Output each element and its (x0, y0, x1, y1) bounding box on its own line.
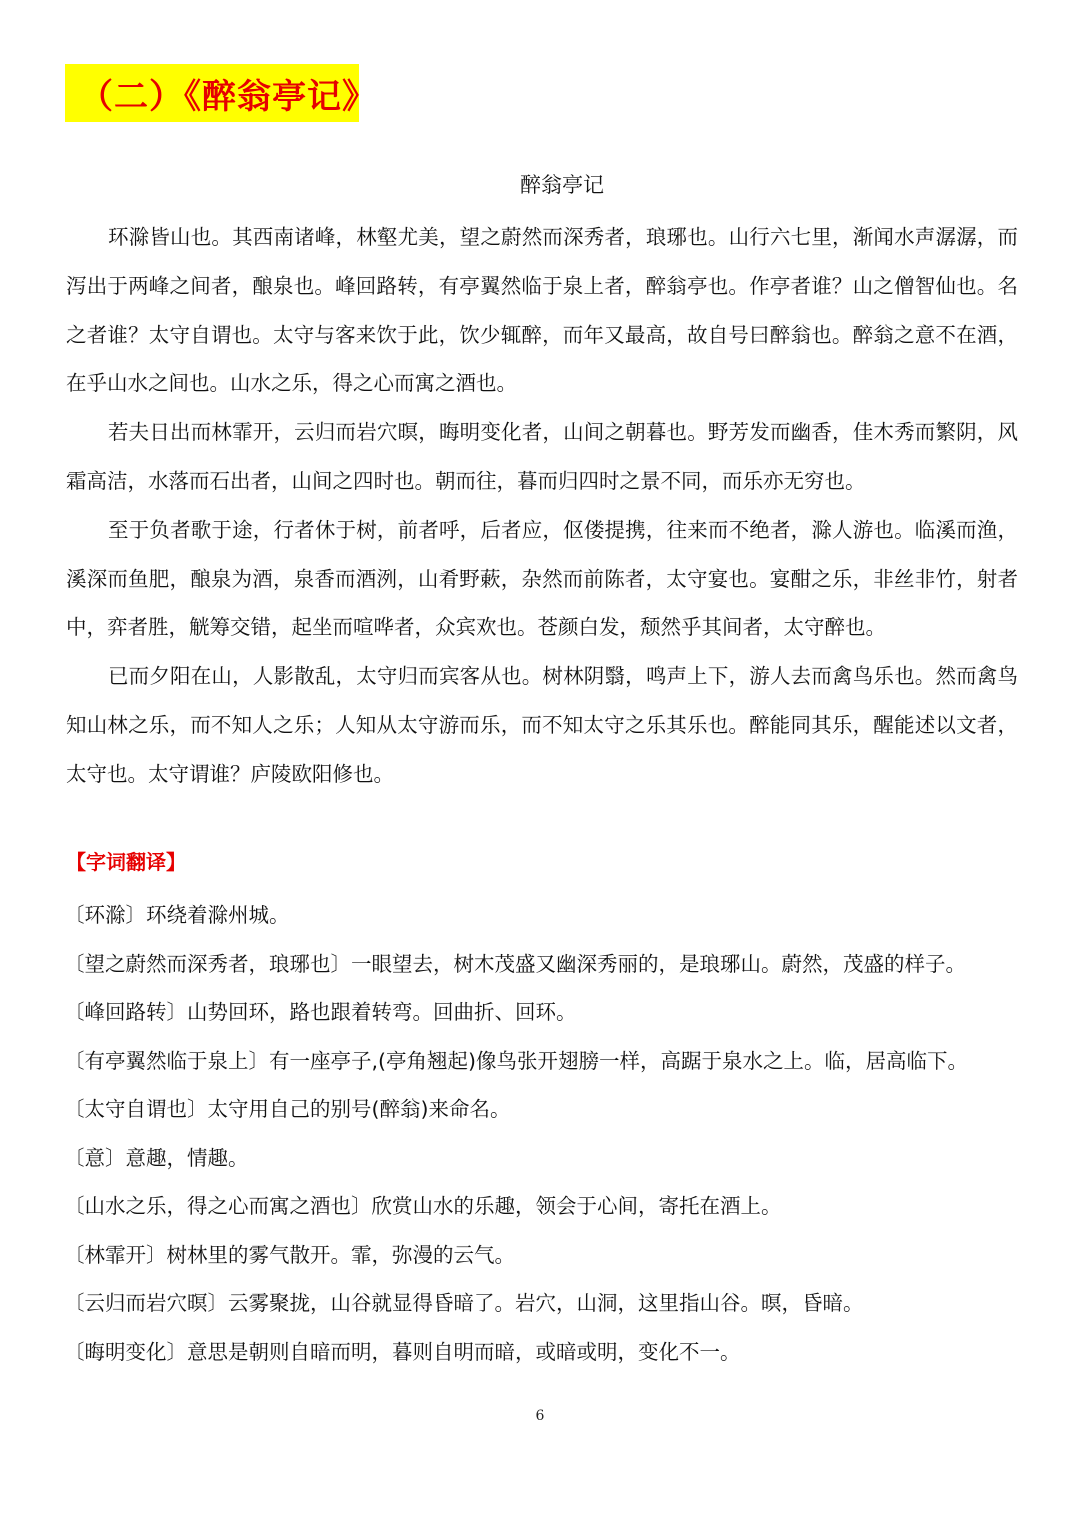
glossary-item: 〔林霏开〕树林里的雾气散开。霏，弥漫的云气。 (64, 1242, 515, 1267)
glossary-item: 〔晦明变化〕意思是朝则自暗而明，暮则自明而暗，或暗或明，变化不一。 (64, 1339, 741, 1364)
glossary-item: 〔意〕意趣，情趣。 (64, 1145, 249, 1170)
glossary-item: 〔有亭翼然临于泉上〕有一座亭子,(亭角翘起)像鸟张开翅膀一样，高踞于泉水之上。临，居高临下。 (64, 1048, 969, 1073)
glossary-item: 〔太守自谓也〕太守用自己的别号(醉翁)来命名。 (64, 1097, 511, 1121)
article-paragraph: 至于负者歌于途，行者休于树，前者呼，后者应，伛偻提携，往来而不绝者，滁人游也。临溪而渔，溪深而鱼肥，酿泉为酒，泉香而酒洌，山肴野蔌，杂然而前陈者，太守宴也。宴酣之乐，非丝非竹，射者中，弈者胜，觥筹交错，起坐而喧哗者，众宾欢也。苍颜白发，颓然乎其间者，太守醉也。 (66, 517, 1018, 640)
glossary-list (64, 891, 1024, 1376)
glossary-item: 〔望之蔚然而深秀者，琅琊也〕一眼望去，树木茂盛又幽深秀丽的，是琅琊山。蔚然，茂盛的样子。 (64, 951, 966, 976)
glossary-item: 〔环滁〕环绕着滁州城。 (64, 903, 290, 927)
section-heading-box (65, 64, 377, 122)
page-number: 6 (535, 1408, 545, 1424)
section-heading: （二）《醉翁亭记》 (79, 76, 377, 117)
glossary-section-label: 【字词翻译】 (66, 850, 186, 874)
article-paragraph: 若夫日出而林霏开，云归而岩穴暝，晦明变化者，山间之朝暮也。野芳发而幽香，佳木秀而繁阴，风霜高洁，水落而石出者，山间之四时也。朝而往，暮而归四时之景不同，而乐亦无穷也。 (66, 420, 1018, 493)
glossary-item: 〔云归而岩穴暝〕云雾聚拢，山谷就显得昏暗了。岩穴，山洞，这里指山谷。暝，昏暗。 (64, 1291, 864, 1315)
glossary-item: 〔峰回路转〕山势回环，路也跟着转弯。回曲折、回环。 (64, 1000, 577, 1024)
article-paragraph: 环滁皆山也。其西南诸峰，林壑尤美，望之蔚然而深秀者，琅琊也。山行六七里，渐闻水声潺潺，而泻出于两峰之间者，酿泉也。峰回路转，有亭翼然临于泉上者，醉翁亭也。作亭者谁？山之僧智仙也。名之者谁？太守自谓也。太守与客来饮于此，饮少辄醉，而年又最高，故自号曰醉翁也。醉翁之意不在酒，在乎山水之间也。山水之乐，得之心而寓之酒也。 (66, 225, 1018, 396)
article-paragraph: 已而夕阳在山，人影散乱，太守归而宾客从也。树林阴翳，鸣声上下，游人去而禽鸟乐也。然而禽鸟知山林之乐，而不知人之乐；人知从太守游而乐，而不知太守之乐其乐也。醉能同其乐，醒能述以文者，太守也。太守谓谁？庐陵欧阳修也。 (66, 664, 1018, 786)
article-body (66, 213, 1018, 799)
article-title: 醉翁亭记 (520, 173, 604, 197)
glossary-item: 〔山水之乐，得之心而寓之酒也〕欣赏山水的乐趣，领会于心间，寄托在酒上。 (64, 1194, 782, 1218)
